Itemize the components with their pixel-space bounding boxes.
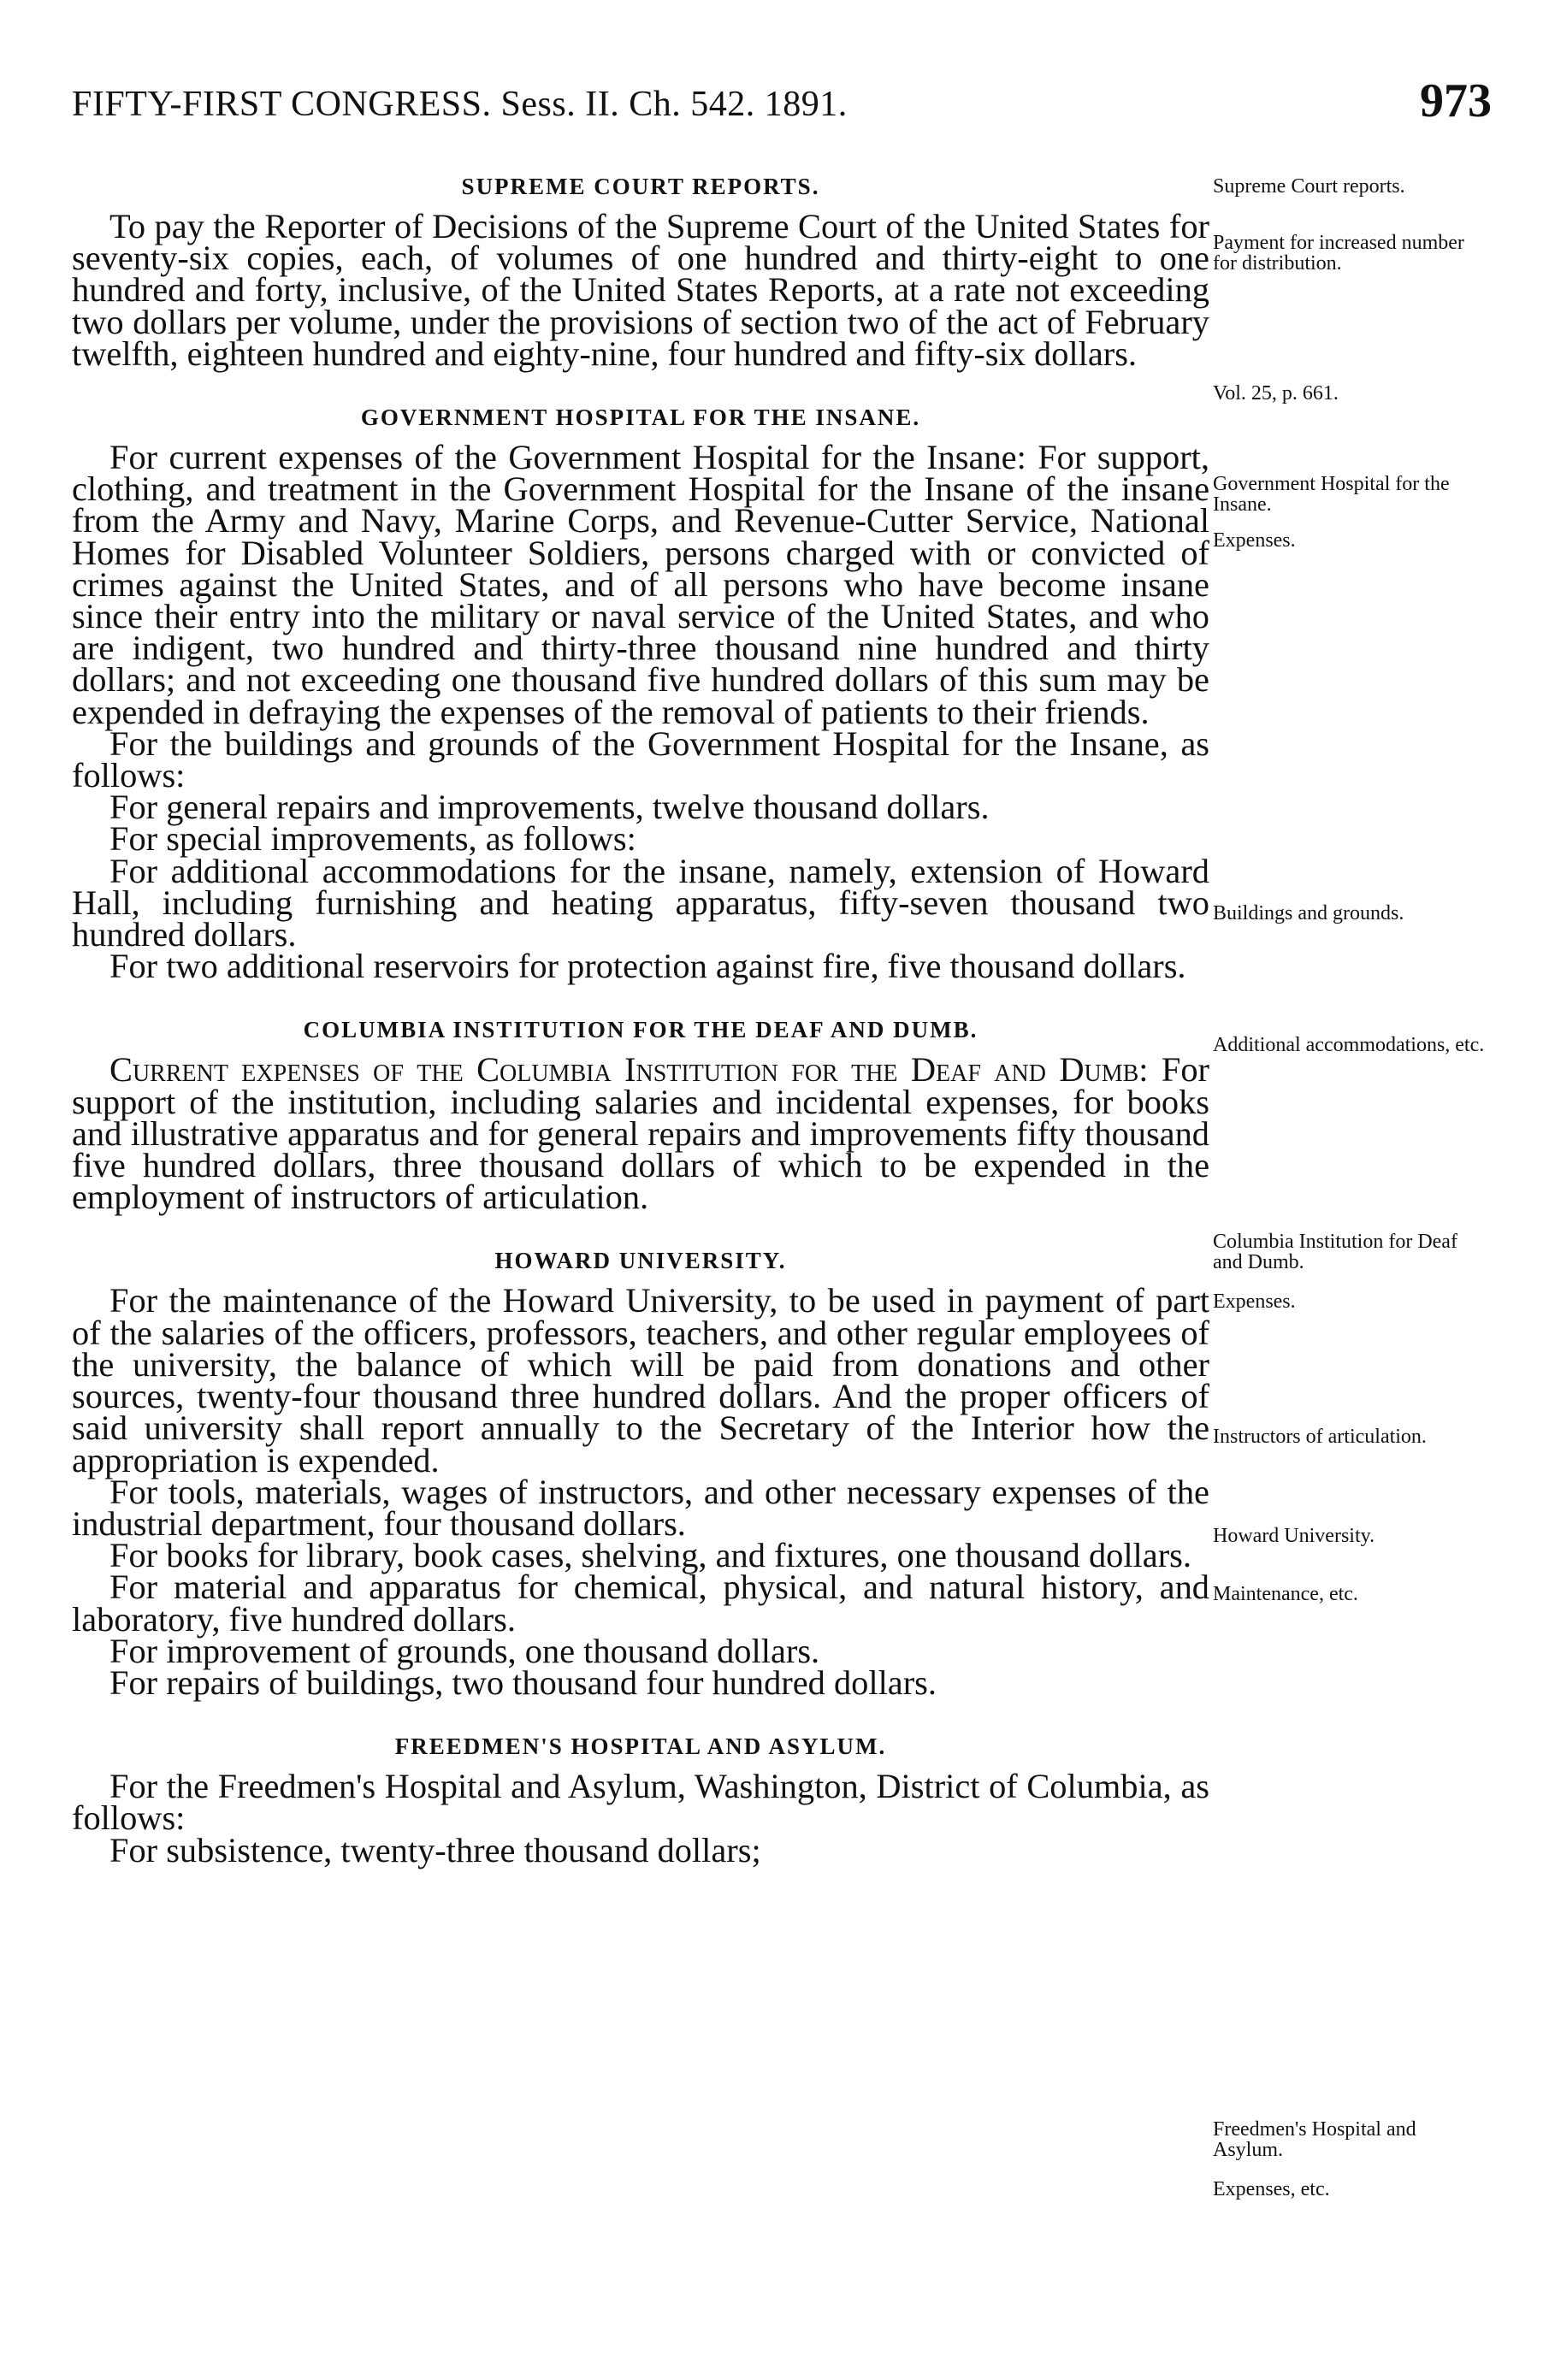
section-heading: HOWARD UNIVERSITY. xyxy=(494,1248,787,1274)
running-title: FIFTY-FIRST CONGRESS. Sess. II. Ch. 542. 1891. xyxy=(72,85,848,124)
margin-note: Buildings and grounds. xyxy=(1213,902,1404,924)
margin-note: Expenses. xyxy=(1213,1290,1296,1313)
section-heading: COLUMBIA INSTITUTION FOR THE DEAF AND DUMB. xyxy=(303,1017,978,1043)
margin-note: Government Hospital for the Insane. xyxy=(1213,473,1450,516)
margin-note: Supreme Court reports. xyxy=(1213,175,1405,198)
paragraph: For improvement of grounds, one thousand dollars. xyxy=(109,1631,820,1670)
paragraph: For the buildings and grounds of the Government Hospital for the Insane, as follows: xyxy=(72,723,1209,795)
page-number: 973 xyxy=(1420,74,1492,127)
paragraph: For the Freedmen's Hospital and Asylum, Washington, District of Columbia, as follows: xyxy=(72,1767,1209,1838)
paragraph: For additional accommodations for the insane, namely, extension of Howard Hall, including furnishing and heating apparatus, fifty-seven thousand two hundred dollars. xyxy=(72,851,1209,954)
margin-note: Columbia Institution for Deaf and Dumb. xyxy=(1213,1231,1457,1273)
paragraph xyxy=(72,1050,1209,1217)
paragraph: For current expenses of the Government Hospital for the Insane: For support, clothing, and treatment in the Government Hospital for the Insane of the insane from the Army and Navy, Marine Corps, and Revenue-Cutter Service, National Homes for Disabled Volunteer Soldiers, persons charged with or convicted of crimes against the United States, and of all persons who have become insane since their entry into the military or naval service of the United States, and who are indigent, two hundred and thirty-three thousand nine hundred and thirty dollars; and not exceeding one thousand five hundred dollars of this sum may be expended in defraying the expenses of the removal of patients to their friends. xyxy=(72,438,1209,731)
margin-note: Vol. 25, p. 661. xyxy=(1213,382,1339,405)
section-heading: GOVERNMENT HOSPITAL FOR THE INSANE. xyxy=(360,405,921,431)
margin-note: Expenses, etc. xyxy=(1213,2178,1330,2200)
paragraph: For special improvements, as follows: xyxy=(109,819,636,859)
margin-note: Howard University. xyxy=(1213,1525,1375,1547)
section-heading: SUPREME COURT REPORTS. xyxy=(461,174,820,199)
paragraph: To pay the Reporter of Decisions of the Supreme Court of the United States for seventy-six copies, each, of volumes of one hundred and thirty-eight to one hundred and forty, inclusive, of the United States Reports, at a rate not exceeding two dollars per volume, under the provisions of section two of the act of February twelfth, eighteen hundred and eighty-nine, four hundred and fifty-six dollars. xyxy=(72,207,1209,373)
paragraph: For tools, materials, wages of instructors, and other necessary expenses of the industrial department, four thousand dollars. xyxy=(72,1472,1209,1543)
running-head xyxy=(72,68,1492,145)
main-text xyxy=(72,168,1209,1869)
paragraph: For general repairs and improvements, twelve thousand dollars. xyxy=(109,788,990,827)
margin-note: Expenses. xyxy=(1213,529,1296,552)
margin-note: Maintenance, etc. xyxy=(1213,1583,1358,1605)
margin-note: Freedmen's Hospital and Asylum. xyxy=(1213,2118,1416,2161)
margin-note: Payment for increased number for distribution. xyxy=(1213,232,1464,275)
margin-note: Additional accommodations, etc. xyxy=(1213,1034,1485,1056)
paragraph: For two additional reservoirs for protection against fire, five thousand dollars. xyxy=(109,947,1186,986)
section-heading: FREEDMEN'S HOSPITAL AND ASYLUM. xyxy=(394,1733,887,1760)
paragraph: For repairs of buildings, two thousand four hundred dollars. xyxy=(109,1662,937,1702)
paragraph-body: : For support of the institution, including salaries and incidental expenses, for books and illustrative apparatus and for general repairs and improvements fifty thousand five hundred dollars, three thousand dollars of which to be expended in the employment of instructors of articulation. xyxy=(72,1050,1209,1217)
paragraph: For the maintenance of the Howard University, to be used in payment of part of the salaries of the officers, professors, teachers, and other regular employees of the university, the balance of which will be paid from donations and other sources, twenty-four thousand three hundred dollars. And the proper officers of said university shall report annually to the Secretary of the Interior how the appropriation is expended. xyxy=(72,1281,1209,1479)
paragraph: For books for library, book cases, shelving, and fixtures, one thousand dollars. xyxy=(109,1536,1191,1575)
paragraph: For subsistence, twenty-three thousand dollars; xyxy=(109,1830,761,1869)
smallcaps-lead: Current expenses of the Columbia Institution for the Deaf and Dumb xyxy=(109,1050,1139,1090)
margin-note: Instructors of articulation. xyxy=(1213,1426,1427,1448)
paragraph: For material and apparatus for chemical, physical, and natural history, and laboratory, five hundred dollars. xyxy=(72,1568,1209,1639)
